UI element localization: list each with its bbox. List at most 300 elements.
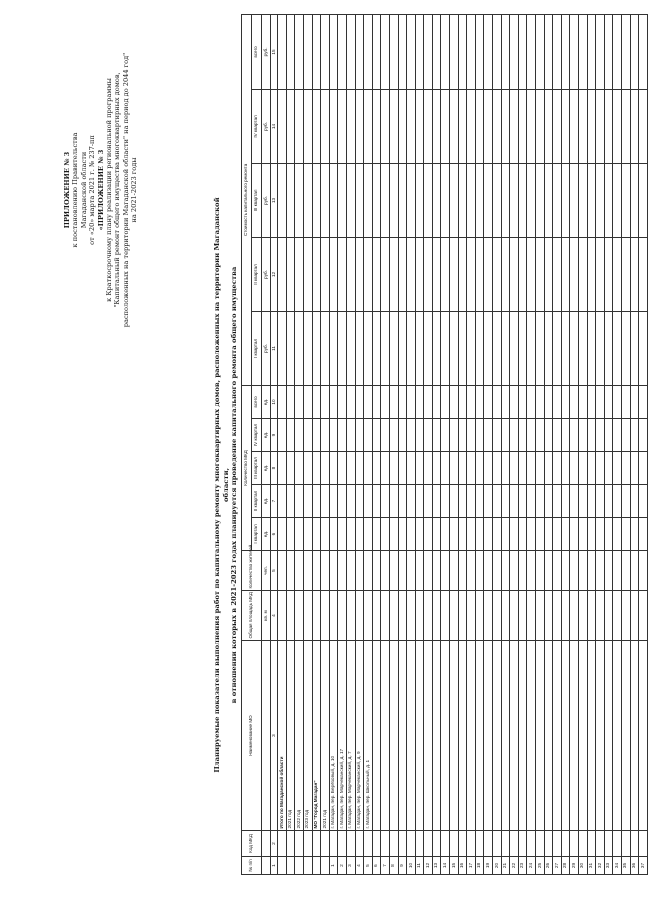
cell-address	[458, 641, 467, 831]
cell-count-q3	[415, 452, 424, 485]
cell-count-q2	[518, 485, 527, 518]
cell-count-q4	[604, 419, 613, 452]
cell-cost-q1	[561, 311, 570, 385]
cell-count-q2	[613, 485, 622, 518]
cell-count-q3	[295, 452, 304, 485]
cell-count-q2	[415, 485, 424, 518]
cell-cost-q2	[295, 237, 304, 311]
cell-residents	[321, 551, 330, 591]
cell-number: 8	[389, 857, 398, 875]
cell-cost-total	[493, 14, 502, 89]
header-code: Код МКД	[242, 831, 262, 857]
cell-count-q3	[467, 452, 476, 485]
table-row	[372, 14, 381, 874]
table-row	[381, 14, 390, 874]
cell-count-total	[286, 385, 295, 418]
table-row	[613, 14, 622, 874]
cell-address	[493, 641, 502, 831]
cell-cost-q4	[441, 89, 450, 163]
cell-cost-q3	[527, 163, 536, 237]
cell-cost-q4	[587, 89, 596, 163]
cell-count-q3	[561, 452, 570, 485]
cell-code	[475, 831, 484, 857]
table-row	[639, 14, 648, 874]
cell-count-q4	[536, 419, 545, 452]
cell-cost-q4	[536, 89, 545, 163]
cell-area	[467, 591, 476, 641]
cell-cost-q4	[570, 89, 579, 163]
cell-cost-q2	[484, 237, 493, 311]
cell-count-q4	[639, 419, 648, 452]
cell-address: Итого по Магаданской области	[278, 641, 287, 831]
cell-cost-q4	[501, 89, 510, 163]
cell-cost-q4	[278, 89, 287, 163]
cell-count-q4	[467, 419, 476, 452]
cell-area	[536, 591, 545, 641]
header-count-q4: IV квартал	[252, 419, 262, 452]
cell-cost-q4	[415, 89, 424, 163]
cell-number: 10	[407, 857, 416, 875]
cell-number: 32	[596, 857, 605, 875]
table-row	[458, 14, 467, 874]
cell-count-q4	[286, 419, 295, 452]
cell-count-q2	[312, 485, 321, 518]
cell-count-total	[407, 385, 416, 418]
cell-count-q2	[527, 485, 536, 518]
cell-cost-q3	[621, 163, 630, 237]
cell-code	[527, 831, 536, 857]
cell-cost-total	[570, 14, 579, 89]
cell-cost-total	[338, 14, 347, 89]
cell-number: 14	[441, 857, 450, 875]
cell-address	[553, 641, 562, 831]
cell-count-q3	[578, 452, 587, 485]
table-row	[364, 14, 373, 874]
cell-count-q1	[475, 518, 484, 551]
cell-count-q3	[553, 452, 562, 485]
cell-cost-q1	[613, 311, 622, 385]
cell-address	[510, 641, 519, 831]
cell-cost-q4	[639, 89, 648, 163]
cell-residents	[346, 551, 355, 591]
cell-area	[630, 591, 639, 641]
cell-count-total	[527, 385, 536, 418]
cell-cost-q3	[544, 163, 553, 237]
cell-cost-q1	[295, 311, 304, 385]
cell-cost-total	[518, 14, 527, 89]
cell-count-q1	[329, 518, 338, 551]
cell-count-q4	[295, 419, 304, 452]
cell-cost-total	[596, 14, 605, 89]
cell-cost-q2	[578, 237, 587, 311]
cell-count-q1	[639, 518, 648, 551]
unit-cell: руб.	[262, 237, 271, 311]
cell-cost-q2	[415, 237, 424, 311]
cell-residents	[432, 551, 441, 591]
cell-cost-q4	[561, 89, 570, 163]
cell-cost-total	[329, 14, 338, 89]
cell-residents	[493, 551, 502, 591]
cell-residents	[278, 551, 287, 591]
cell-residents	[630, 551, 639, 591]
cell-count-q1	[587, 518, 596, 551]
cell-cost-q3	[398, 163, 407, 237]
unit-cell	[262, 641, 271, 831]
rotated-landscape-sheet	[45, 0, 645, 905]
cell-code	[639, 831, 648, 857]
cell-cost-q1	[484, 311, 493, 385]
cell-address	[467, 641, 476, 831]
cell-count-q2	[329, 485, 338, 518]
appendix-line: к Краткосрочному плану реализации региональной программы	[105, 78, 114, 302]
cell-cost-q1	[424, 311, 433, 385]
cell-count-q3	[286, 452, 295, 485]
cell-residents	[407, 551, 416, 591]
appendix-line: "Капитальный ремонт общего имущества многоквартирных домов,	[113, 72, 122, 308]
cell-number: 12	[424, 857, 433, 875]
cell-cost-q3	[458, 163, 467, 237]
cell-cost-q3	[424, 163, 433, 237]
cell-cost-q4	[338, 89, 347, 163]
header-cost-q3: III квартал	[252, 163, 262, 237]
index-cell: 7	[270, 485, 278, 518]
cell-number: 2	[338, 857, 347, 875]
cell-cost-q2	[467, 237, 476, 311]
cell-address	[450, 641, 459, 831]
cell-code	[536, 831, 545, 857]
cell-count-q3	[630, 452, 639, 485]
cell-address	[441, 641, 450, 831]
cell-count-total	[467, 385, 476, 418]
table-row	[475, 14, 484, 874]
cell-cost-q2	[389, 237, 398, 311]
cell-cost-q2	[321, 237, 330, 311]
cell-cost-q3	[303, 163, 312, 237]
cell-cost-q4	[510, 89, 519, 163]
cell-cost-q1	[604, 311, 613, 385]
cell-count-q2	[364, 485, 373, 518]
header-cost-q1: I квартал	[252, 311, 262, 385]
cell-code	[510, 831, 519, 857]
cell-code	[372, 831, 381, 857]
cell-address	[484, 641, 493, 831]
cell-cost-q3	[329, 163, 338, 237]
cell-address	[613, 641, 622, 831]
index-cell: 3	[270, 641, 278, 831]
cell-cost-total	[467, 14, 476, 89]
cell-cost-q3	[372, 163, 381, 237]
cell-number: 16	[458, 857, 467, 875]
title-line: Планируемые показатели выполнения работ по капитальному ремонту многоквартирных домов, расположенных на территории Магаданской области,	[213, 197, 230, 773]
unit-cell: ед.	[262, 518, 271, 551]
header-count-total: всего	[252, 385, 262, 418]
cell-cost-q3	[432, 163, 441, 237]
cell-cost-q2	[407, 237, 416, 311]
cell-cost-q3	[596, 163, 605, 237]
cell-count-q1	[424, 518, 433, 551]
cell-count-q1	[578, 518, 587, 551]
cell-cost-q2	[398, 237, 407, 311]
cell-cost-q3	[389, 163, 398, 237]
cell-count-q3	[372, 452, 381, 485]
cell-cost-total	[450, 14, 459, 89]
cell-address	[570, 641, 579, 831]
cell-cost-q2	[303, 237, 312, 311]
cell-cost-q3	[630, 163, 639, 237]
cell-cost-total	[510, 14, 519, 89]
cell-code	[578, 831, 587, 857]
cell-count-q1	[536, 518, 545, 551]
cell-cost-total	[527, 14, 536, 89]
cell-count-total	[544, 385, 553, 418]
cell-cost-q2	[621, 237, 630, 311]
cell-code	[544, 831, 553, 857]
cell-residents	[587, 551, 596, 591]
cell-count-q3	[303, 452, 312, 485]
cell-area	[441, 591, 450, 641]
cell-cost-total	[578, 14, 587, 89]
cell-code	[295, 831, 304, 857]
cell-cost-q4	[493, 89, 502, 163]
cell-cost-q3	[639, 163, 648, 237]
cell-count-q3	[450, 452, 459, 485]
cell-count-q4	[458, 419, 467, 452]
cell-cost-q2	[312, 237, 321, 311]
cell-count-q2	[303, 485, 312, 518]
cell-count-q1	[501, 518, 510, 551]
cell-cost-total	[639, 14, 648, 89]
cell-cost-q2	[458, 237, 467, 311]
cell-address	[389, 641, 398, 831]
cell-number: 22	[510, 857, 519, 875]
cell-number	[321, 857, 330, 875]
cell-number: 17	[467, 857, 476, 875]
cell-count-q4	[303, 419, 312, 452]
cell-cost-total	[278, 14, 287, 89]
cell-area	[518, 591, 527, 641]
cell-count-q1	[372, 518, 381, 551]
cell-cost-q3	[381, 163, 390, 237]
index-cell: 11	[270, 311, 278, 385]
cell-code	[303, 831, 312, 857]
cell-count-q4	[432, 419, 441, 452]
cell-count-q2	[544, 485, 553, 518]
cell-residents	[613, 551, 622, 591]
cell-number	[286, 857, 295, 875]
cell-number: 28	[561, 857, 570, 875]
cell-cost-total	[381, 14, 390, 89]
cell-count-q4	[510, 419, 519, 452]
cell-count-q3	[544, 452, 553, 485]
cell-cost-q4	[604, 89, 613, 163]
cell-cost-q3	[355, 163, 364, 237]
cell-count-q3	[501, 452, 510, 485]
cell-count-q2	[536, 485, 545, 518]
cell-residents	[355, 551, 364, 591]
cell-count-total	[346, 385, 355, 418]
cell-cost-q3	[501, 163, 510, 237]
cell-cost-q1	[389, 311, 398, 385]
table-row	[441, 14, 450, 874]
cell-cost-q2	[286, 237, 295, 311]
cell-count-q1	[604, 518, 613, 551]
cell-area	[587, 591, 596, 641]
cell-count-total	[553, 385, 562, 418]
cell-count-q4	[355, 419, 364, 452]
table-row	[570, 14, 579, 874]
header-cost-total: всего	[252, 14, 262, 89]
cell-cost-q2	[364, 237, 373, 311]
cell-area	[621, 591, 630, 641]
cell-area	[596, 591, 605, 641]
header-count-q3: III квартал	[252, 452, 262, 485]
cell-area	[432, 591, 441, 641]
cell-count-q4	[424, 419, 433, 452]
cell-count-q4	[553, 419, 562, 452]
cell-number: 13	[432, 857, 441, 875]
cell-count-total	[493, 385, 502, 418]
cell-count-q2	[321, 485, 330, 518]
cell-cost-total	[364, 14, 373, 89]
cell-cost-q4	[596, 89, 605, 163]
cell-count-total	[398, 385, 407, 418]
cell-count-q2	[398, 485, 407, 518]
cell-cost-q3	[561, 163, 570, 237]
cell-code	[613, 831, 622, 857]
table-row	[407, 14, 416, 874]
table-row	[536, 14, 545, 874]
cell-number: 34	[613, 857, 622, 875]
cell-count-q2	[286, 485, 295, 518]
cell-count-total	[475, 385, 484, 418]
cell-cost-q1	[553, 311, 562, 385]
cell-address	[424, 641, 433, 831]
cell-count-total	[424, 385, 433, 418]
cell-cost-q1	[527, 311, 536, 385]
cell-residents	[295, 551, 304, 591]
cell-cost-q1	[536, 311, 545, 385]
cell-cost-q2	[561, 237, 570, 311]
cell-residents	[578, 551, 587, 591]
cell-count-q1	[570, 518, 579, 551]
cell-address	[578, 641, 587, 831]
cell-count-q2	[389, 485, 398, 518]
title-line: в отношении которых в 2021-2023 годах планируется проведение капитального ремонта общего имущества	[230, 266, 239, 704]
cell-cost-q3	[493, 163, 502, 237]
cell-count-q1	[346, 518, 355, 551]
cell-count-q4	[415, 419, 424, 452]
appendix-line: к постановлению Правительства	[71, 132, 80, 248]
cell-count-q4	[587, 419, 596, 452]
cell-cost-q3	[613, 163, 622, 237]
cell-cost-q4	[578, 89, 587, 163]
cell-cost-q4	[544, 89, 553, 163]
unit-cell	[262, 831, 271, 857]
index-cell: 13	[270, 163, 278, 237]
cell-area	[475, 591, 484, 641]
cell-cost-total	[613, 14, 622, 89]
cell-code	[467, 831, 476, 857]
cell-cost-q2	[441, 237, 450, 311]
cell-cost-q1	[475, 311, 484, 385]
cell-cost-q4	[398, 89, 407, 163]
unit-cell: чел.	[262, 551, 271, 591]
cell-cost-q1	[381, 311, 390, 385]
cell-area	[338, 591, 347, 641]
cell-cost-q3	[536, 163, 545, 237]
cell-cost-total	[621, 14, 630, 89]
cell-count-q2	[407, 485, 416, 518]
cell-count-q1	[415, 518, 424, 551]
cell-cost-q1	[407, 311, 416, 385]
cell-cost-q1	[630, 311, 639, 385]
cell-code	[501, 831, 510, 857]
cell-cost-q1	[415, 311, 424, 385]
cell-cost-q3	[475, 163, 484, 237]
cell-count-q2	[493, 485, 502, 518]
cell-count-q2	[295, 485, 304, 518]
cell-number: 7	[381, 857, 390, 875]
cell-count-q1	[278, 518, 287, 551]
cell-cost-total	[475, 14, 484, 89]
cell-residents	[621, 551, 630, 591]
cell-count-q2	[621, 485, 630, 518]
cell-cost-total	[286, 14, 295, 89]
cell-count-q3	[398, 452, 407, 485]
cell-residents	[501, 551, 510, 591]
cell-count-q2	[596, 485, 605, 518]
cell-cost-q4	[321, 89, 330, 163]
cell-count-total	[501, 385, 510, 418]
cell-code	[518, 831, 527, 857]
table-row	[450, 14, 459, 874]
table-row	[510, 14, 519, 874]
cell-count-q1	[510, 518, 519, 551]
cell-cost-q1	[458, 311, 467, 385]
cell-cost-q1	[321, 311, 330, 385]
cell-count-total	[604, 385, 613, 418]
cell-cost-q1	[544, 311, 553, 385]
cell-number	[312, 857, 321, 875]
cell-count-total	[518, 385, 527, 418]
table-row	[604, 14, 613, 874]
cell-number: 11	[415, 857, 424, 875]
cell-count-q4	[544, 419, 553, 452]
cell-cost-total	[536, 14, 545, 89]
cell-count-q2	[501, 485, 510, 518]
cell-cost-total	[458, 14, 467, 89]
cell-code	[398, 831, 407, 857]
cell-cost-q1	[364, 311, 373, 385]
cell-count-q3	[364, 452, 373, 485]
column-index-row	[270, 14, 278, 874]
cell-cost-q4	[355, 89, 364, 163]
cell-count-q1	[493, 518, 502, 551]
cell-area	[372, 591, 381, 641]
cell-cost-q4	[303, 89, 312, 163]
cell-number: 15	[450, 857, 459, 875]
unit-cell: ед.	[262, 419, 271, 452]
cell-count-q1	[561, 518, 570, 551]
cell-count-q4	[493, 419, 502, 452]
table-row	[432, 14, 441, 874]
cell-cost-q4	[286, 89, 295, 163]
cell-cost-q3	[338, 163, 347, 237]
unit-cell: ед.	[262, 452, 271, 485]
cell-cost-q3	[553, 163, 562, 237]
cell-cost-total	[432, 14, 441, 89]
cell-residents	[303, 551, 312, 591]
